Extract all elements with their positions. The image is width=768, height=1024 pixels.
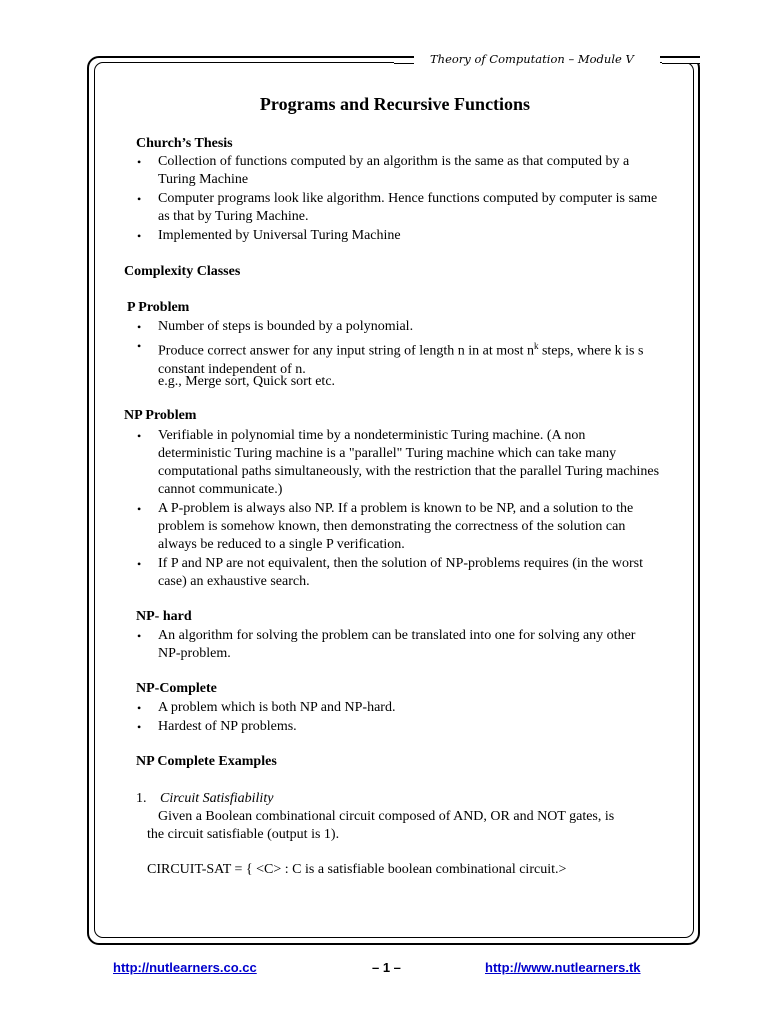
list-item: • Implemented by Universal Turing Machine [136, 227, 661, 245]
p-problem-bullet2-part1: Produce correct answer for any input string of length n in at most n [158, 343, 534, 359]
running-header: Theory of Computation – Module V [430, 52, 634, 66]
churchs-thesis-list [136, 153, 661, 246]
np-hard-heading: NP- hard [136, 609, 192, 624]
footer-right-link[interactable]: http://www.nutlearners.tk [485, 960, 641, 975]
border-decoration-right [662, 56, 700, 64]
page-title: Programs and Recursive Functions [259, 94, 531, 114]
np-complete-list [136, 699, 661, 737]
p-problem-heading: P Problem [127, 300, 190, 315]
list-item: • A P-problem is always also NP. If a problem is known to be NP, and a solution to the problem is somehow known, then demonstrating the correctness of the solution can always be reduced to a single P verification. [136, 500, 661, 554]
churchs-thesis-heading: Church’s Thesis [136, 136, 233, 151]
list-item: • Computer programs look like algorithm. Hence functions computed by computer is same as that by Turing Machine. [136, 190, 661, 226]
list-item: • Collection of functions computed by an algorithm is the same as that computed by a Turing Machine [136, 153, 661, 189]
np-examples-heading: NP Complete Examples [136, 754, 277, 769]
example-title: Circuit Satisfiability [160, 791, 274, 806]
p-problem-list [136, 318, 661, 380]
footer-left-link[interactable]: http://nutlearners.co.cc [113, 960, 257, 975]
p-problem-example: e.g., Merge sort, Quick sort etc. [158, 374, 336, 389]
list-item: • An algorithm for solving the problem can be translated into one for solving any other NP-problem. [136, 627, 661, 663]
circuit-sat-definition: CIRCUIT-SAT = { <C> : C is a satisfiable boolean combinational circuit.> [147, 862, 567, 877]
np-complete-heading: NP-Complete [136, 681, 217, 696]
list-item: • Hardest of NP problems. [136, 718, 661, 736]
list-item: • Number of steps is bounded by a polynomial. [136, 318, 661, 336]
superscript-k: k [533, 341, 539, 351]
example-number: 1. [136, 791, 147, 806]
list-item: • Verifiable in polynomial time by a nondeterministic Turing machine. (A non deterministic Turing machine is a "parallel" Turing machine which can take many computational paths simultaneously, with the restriction that the parallel Turing machines cannot communicate.) [136, 427, 661, 499]
list-item: • A problem which is both NP and NP-hard. [136, 699, 661, 717]
p-problem-bullet2-part2: steps, where k is s constant independent of n. [158, 343, 644, 377]
np-problem-list [136, 427, 661, 592]
np-problem-heading: NP Problem [124, 408, 197, 423]
example-line-1: Given a Boolean combinational circuit composed of AND, OR and NOT gates, is [158, 809, 615, 824]
np-hard-list [136, 627, 661, 664]
page-number: – 1 – [372, 960, 401, 975]
border-decoration-left [394, 56, 414, 64]
list-item: • If P and NP are not equivalent, then the solution of NP-problems requires (in the worst case) an exhaustive search. [136, 555, 661, 591]
complexity-classes-heading: Complexity Classes [124, 264, 241, 279]
example-line-2: the circuit satisfiable (output is 1). [147, 827, 340, 842]
